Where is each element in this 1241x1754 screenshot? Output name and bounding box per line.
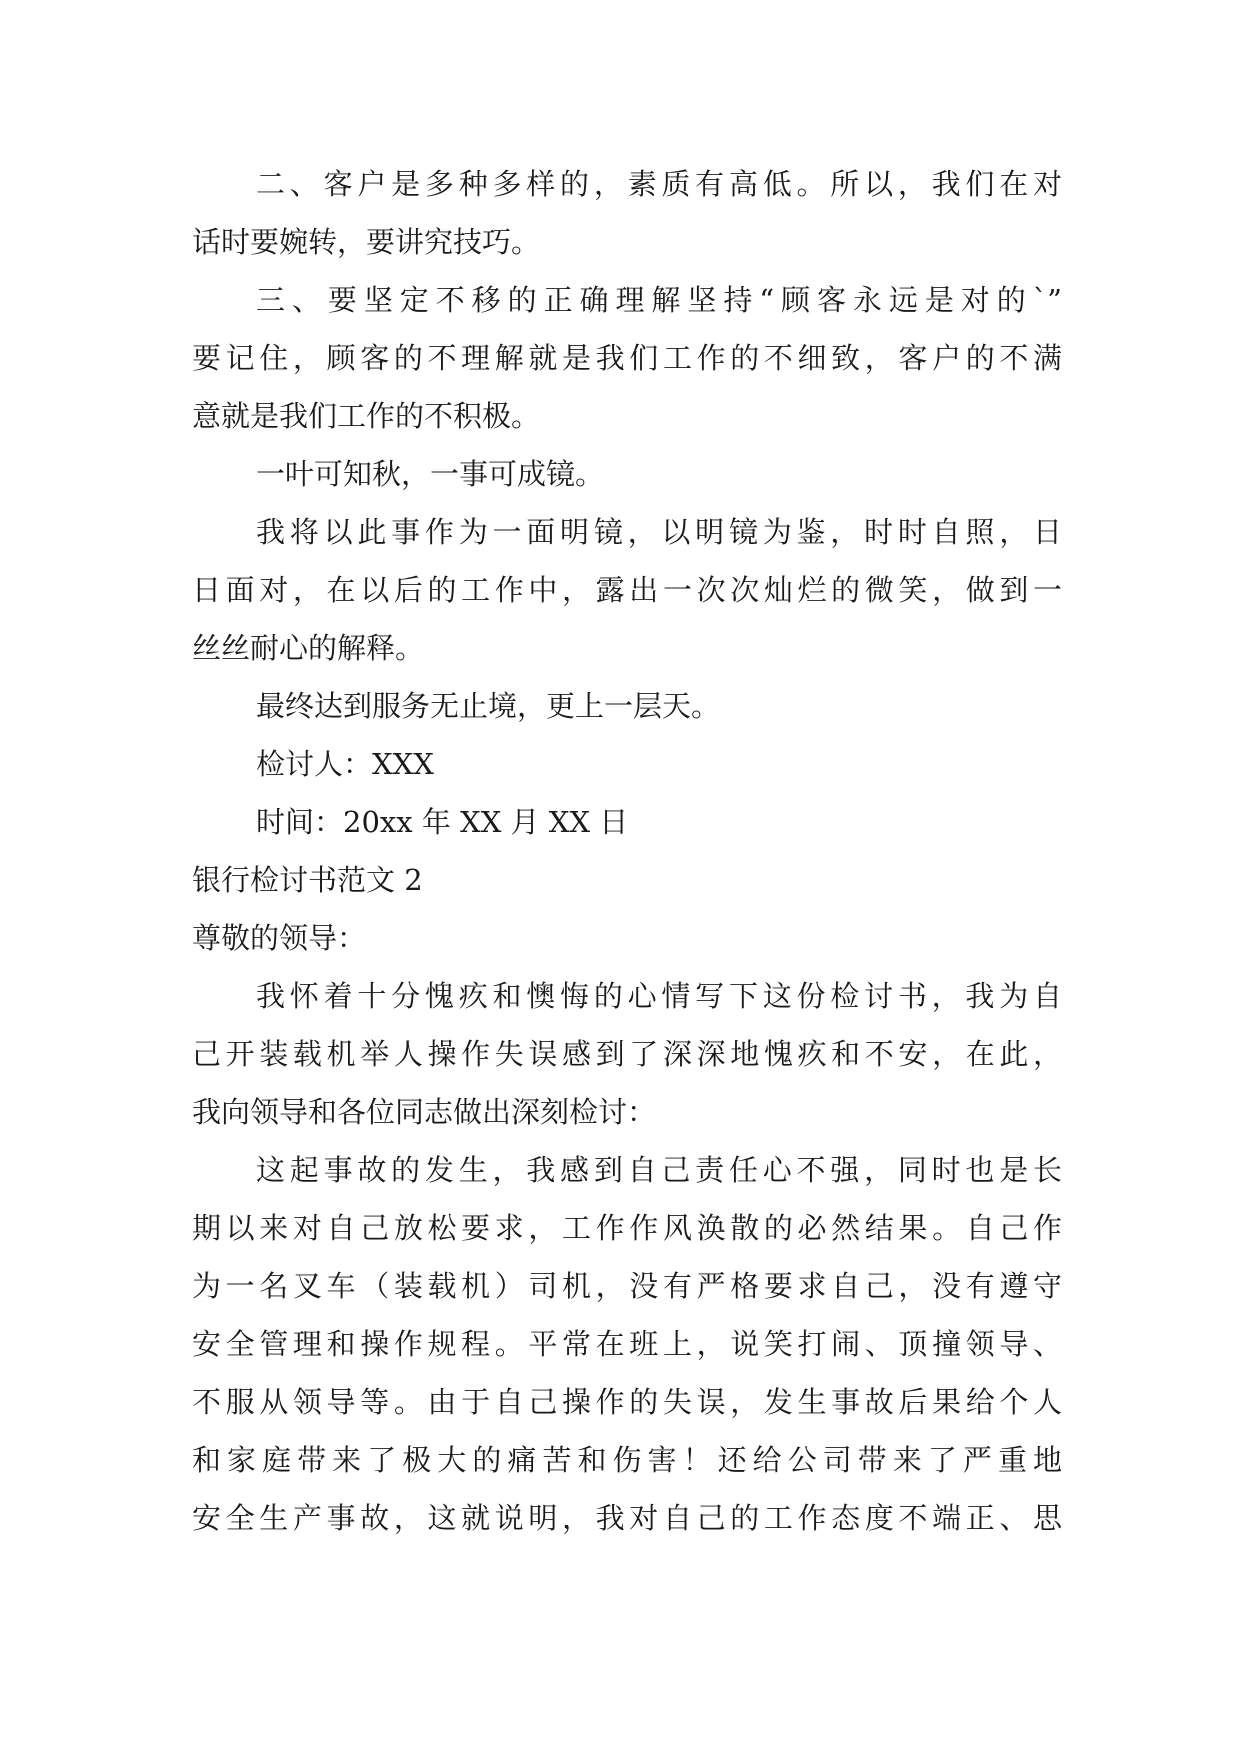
text-line: 话时要婉转，要讲究技巧。 <box>192 225 541 259</box>
text-line: 日面对，在以后的工作中，露出一次次灿烂的微笑，做到一 <box>192 573 1062 607</box>
text-line: 安全生产事故，这就说明，我对自己的工作态度不端正、思 <box>192 1501 1062 1535</box>
text-line: 这起事故的发生，我感到自己责任心不强，同时也是长 <box>256 1153 1062 1187</box>
salutation: 尊敬的领导： <box>192 921 367 955</box>
signer-line: 检讨人：XXX <box>256 747 434 781</box>
text-line: 我将以此事作为一面明镜，以明镜为鉴，时时自照，日 <box>256 515 1062 549</box>
text-line: 一叶可知秋，一事可成镜。 <box>256 457 605 491</box>
text-line: 为一名叉车（装载机）司机，没有严格要求自己，没有遵守 <box>192 1269 1062 1303</box>
section-title: 银行检讨书范文 2 <box>192 863 423 897</box>
text-line: 意就是我们工作的不积极。 <box>192 399 541 433</box>
text-line: 和家庭带来了极大的痛苦和伤害！还给公司带来了严重地 <box>192 1443 1062 1477</box>
text-line: 安全管理和操作规程。平常在班上，说笑打闹、顶撞领导、 <box>192 1327 1062 1361</box>
document-page <box>192 155 1062 1547</box>
text-line: 我怀着十分愧疚和懊悔的心情写下这份检讨书，我为自 <box>256 979 1062 1013</box>
text-line: 最终达到服务无止境，更上一层天。 <box>256 689 721 723</box>
text-line: 期以来对自己放松要求，工作作风涣散的必然结果。自己作 <box>192 1211 1062 1245</box>
text-line: 三、要坚定不移的正确理解坚持“顾客永远是对的`” <box>256 283 1062 317</box>
text-line: 要记住，顾客的不理解就是我们工作的不细致，客户的不满 <box>192 341 1062 375</box>
text-line: 我向领导和各位同志做出深刻检讨： <box>192 1095 657 1129</box>
text-line: 己开装载机举人操作失误感到了深深地愧疚和不安，在此， <box>192 1037 1062 1071</box>
text-line: 不服从领导等。由于自己操作的失误，发生事故后果给个人 <box>192 1385 1062 1419</box>
text-line: 丝丝耐心的解释。 <box>192 631 425 665</box>
text-line: 二、客户是多种多样的，素质有高低。所以，我们在对 <box>256 167 1062 201</box>
date-line: 时间：20xx 年 XX 月 XX 日 <box>256 805 629 839</box>
